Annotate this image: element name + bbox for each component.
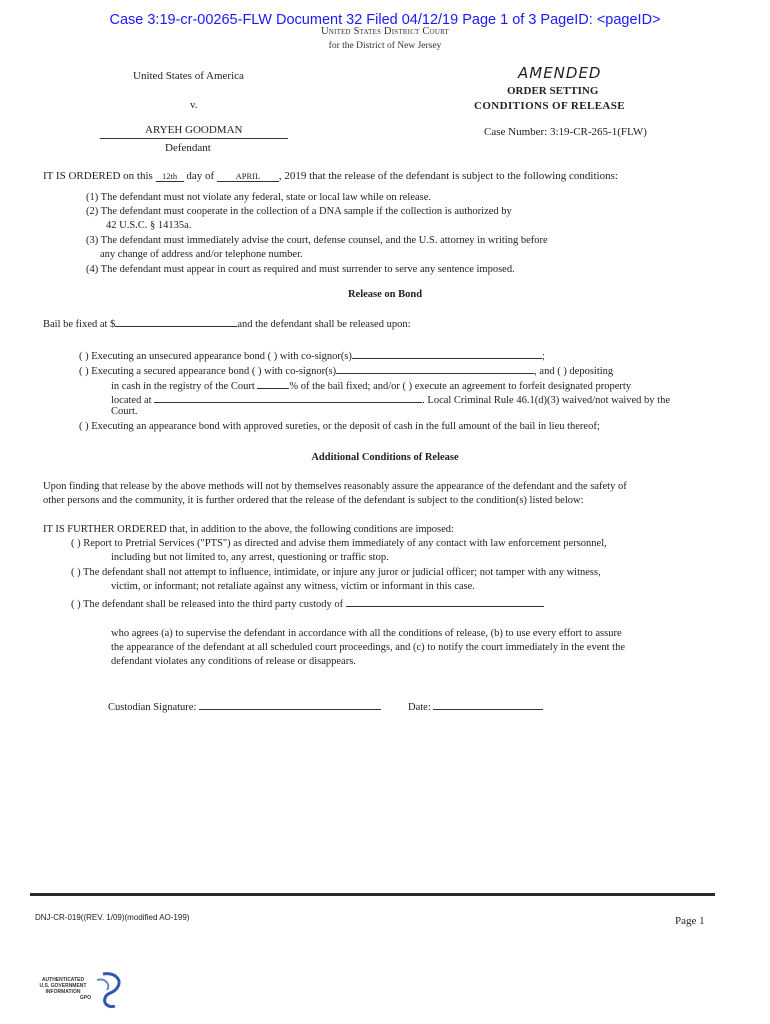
third-party-text: ( ) The defendant shall be released into the third party custody of: [71, 599, 344, 610]
cash-registry-text: in cash in the registry of the Court: [111, 381, 255, 392]
bail-line: [43, 316, 411, 330]
condition-no-influence-1: ( ) The defendant shall not attempt to influence, intimidate, or injure any juror or judicial officer; not tamper with any witness,: [71, 567, 601, 578]
case-number: Case Number: 3:19-CR-265-1(FLW): [484, 126, 647, 138]
bail-suffix: and the defendant shall be released upon:: [237, 319, 411, 330]
seal-line-4: GPO: [79, 995, 91, 1001]
defendant-underline: [100, 138, 288, 139]
gpo-authentication-seal: [33, 968, 129, 1014]
condition-no-influence-2: victim, or informant; not retaliate against any witness, victim or informant in this case.: [111, 581, 475, 592]
further-ordered: IT IS FURTHER ORDERED that, in addition to the above, the following conditions are imposed:: [43, 524, 454, 535]
located-at-label: located at: [111, 395, 152, 406]
order-title-line-2: CONDITIONS OF RELEASE: [474, 100, 626, 112]
ordered-day-of: day of: [186, 170, 215, 182]
ordered-suffix: , 2019 that the release of the defendant is subject to the following conditions:: [278, 170, 618, 182]
bond-option-unsecured-text: ( ) Executing an unsecured appearance bond ( ) with co-signor(s): [79, 351, 352, 362]
condition-pts-2: including but not limited to, any arrest, questioning or traffic stop.: [111, 552, 389, 563]
bond-option-unsecured-end: ;: [541, 351, 545, 362]
custodian-name-blank[interactable]: [346, 596, 544, 607]
bond-option-secured-cash: [111, 378, 631, 392]
amended-handwritten-note: AMENDED: [518, 64, 602, 82]
plaintiff-name: United States of America: [133, 70, 244, 82]
custody-terms-1: who agrees (a) to supervise the defendant in accordance with all the conditions of release, (b) to use every effort to assure: [111, 628, 622, 639]
order-title-line-1: ORDER SETTING: [507, 85, 599, 97]
custody-terms-2: the appearance of the defendant at all scheduled court proceedings, and (c) to notify the court immediately in the event the: [111, 642, 626, 653]
cosignor-blank-1[interactable]: [352, 348, 542, 359]
custodian-date-blank[interactable]: [433, 699, 543, 710]
seal-line-1: AUTHENTICATED: [41, 977, 85, 983]
bond-option-secured-text: ( ) Executing a secured appearance bond ( ) with co-signor(s): [79, 366, 337, 377]
bail-amount-blank[interactable]: [115, 316, 237, 327]
custodian-date-label: Date:: [408, 702, 431, 713]
additional-intro-2: other persons and the community, it is further ordered that the release of the defendant is subject to the condition(s) listed below:: [43, 495, 584, 506]
bond-option-unsecured: [79, 348, 545, 362]
condition-4: (4) The defendant must appear in court as required and must surrender to serve any sentence imposed.: [86, 264, 515, 275]
condition-2: (2) The defendant must cooperate in the collection of a DNA sample if the collection is authorized by: [86, 206, 512, 217]
bond-option-property: [111, 392, 670, 406]
ordered-line: [43, 170, 618, 182]
custodian-date-line: [408, 699, 543, 713]
defendant-name: ARYEH GOODMAN: [145, 124, 243, 136]
court-district: for the District of New Jersey: [328, 41, 442, 51]
condition-2-cite: 42 U.S.C. § 14135a.: [106, 220, 192, 231]
seal-line-2: U.S. GOVERNMENT: [39, 983, 87, 989]
bail-prefix: Bail be fixed at $: [43, 319, 116, 330]
condition-3-cont: any change of address and/or telephone number.: [100, 249, 303, 260]
custody-terms-3: defendant violates any conditions of release or disappears.: [111, 656, 356, 667]
additional-intro-1: Upon finding that release by the above methods will not by themselves reasonably assure the appearance of the defendant and the safety of: [43, 481, 627, 492]
page-number-label: Page 1: [675, 915, 705, 927]
condition-3: (3) The defendant must immediately advise the court, defense counsel, and the U.S. attorney in writing before: [86, 235, 548, 246]
additional-conditions-heading: Additional Conditions of Release: [311, 452, 459, 463]
bond-option-secured-end: , and ( ) depositing: [534, 366, 614, 377]
bond-option-sureties: ( ) Executing an appearance bond with approved sureties, or the deposit of cash in the full amount of the bail in lieu thereof;: [79, 421, 600, 432]
condition-third-party: [71, 596, 544, 610]
court-name: United States District Court: [321, 26, 449, 37]
custodian-signature-blank[interactable]: [199, 699, 381, 710]
ordered-day: 12th: [156, 171, 184, 182]
condition-1: (1) The defendant must not violate any federal, state or local law while on release.: [86, 192, 432, 203]
footer-rule: [30, 893, 715, 896]
release-on-bond-heading: Release on Bond: [347, 289, 423, 300]
ecf-header-stamp: Case 3:19-cr-00265-FLW Document 32 Filed 04/12/19 Page 1 of 3 PageID: <pageID>: [109, 12, 661, 28]
condition-pts-1: ( ) Report to Pretrial Services ("PTS") as directed and advise them immediately of any contact with law enforcement personnel,: [71, 538, 607, 549]
percent-text: % of the bail fixed; and/or ( ) execute an agreement to forfeit designated property: [289, 381, 632, 392]
bond-option-secured: [79, 363, 613, 377]
seal-line-3: INFORMATION: [45, 989, 81, 995]
ordered-month: APRIL: [217, 171, 279, 182]
bond-option-court: Court.: [111, 406, 138, 417]
property-location-blank[interactable]: [154, 392, 422, 403]
custodian-signature-label: Custodian Signature:: [108, 702, 197, 713]
ordered-prefix: IT IS ORDERED on this: [43, 170, 153, 182]
local-rule-text: . Local Criminal Rule 46.1(d)(3) waived/not waived by the: [422, 395, 671, 406]
form-identifier: DNJ-CR-019((REV. 1/09)(modified AO-199): [35, 913, 190, 922]
custodian-signature-line: [108, 699, 381, 713]
defendant-label: Defendant: [165, 142, 211, 154]
versus-label: v.: [190, 99, 198, 111]
cosignor-blank-2[interactable]: [336, 363, 534, 374]
percent-blank[interactable]: [257, 378, 289, 389]
